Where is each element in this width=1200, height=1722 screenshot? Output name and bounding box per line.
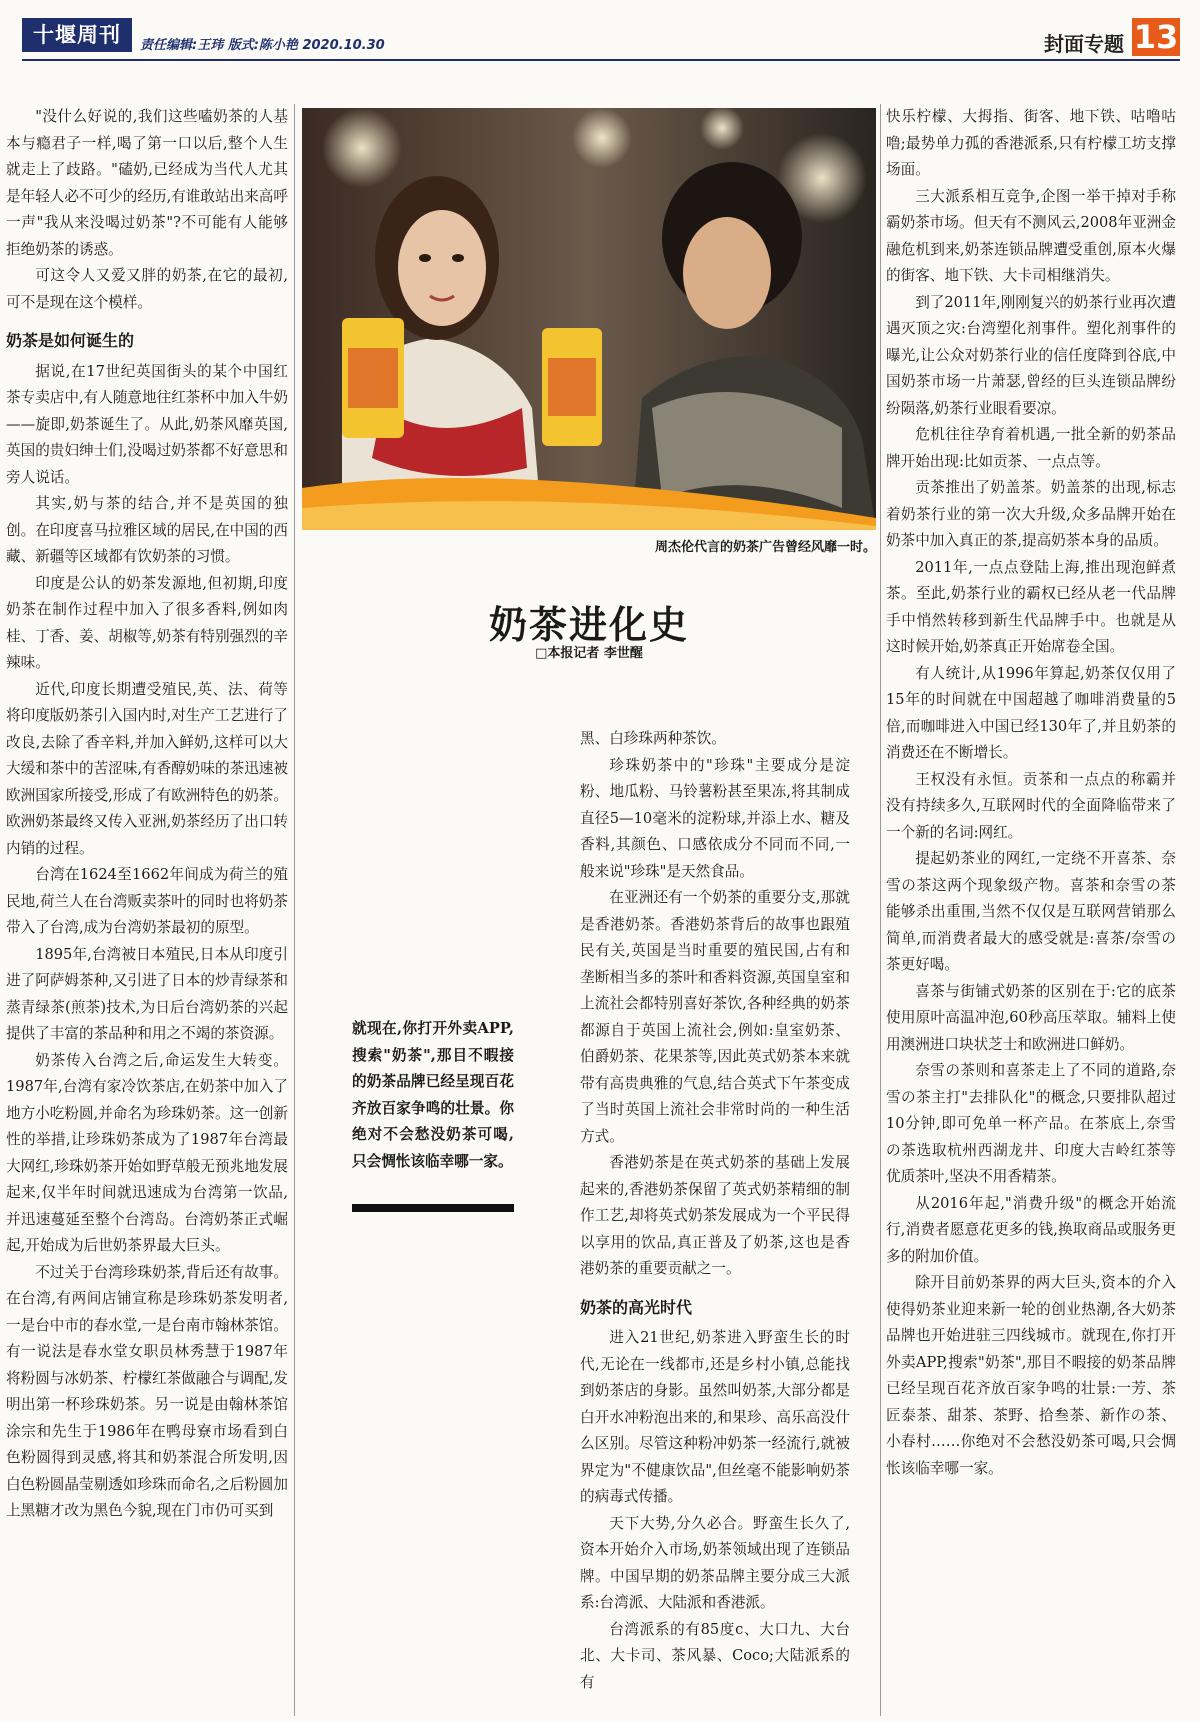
paragraph: 台湾派系的有85度c、大口九、大台北、大卡司、茶风暴、Coco;大陆派系的有 bbox=[580, 1620, 850, 1691]
article-column-3 bbox=[580, 726, 850, 1716]
paragraph: 奈雪の茶则和喜茶走上了不同的道路,奈雪の茶主打"去排队化"的概念,只要排队超过10分钟,即可免单一杯产品。在茶底上,奈雪の茶选取杭州西湖龙井、印度大吉岭红茶等优质茶叶,坚决不用香精茶。 bbox=[886, 1062, 1176, 1185]
paragraph: 在亚洲还有一个奶茶的重要分支,那就是香港奶茶。香港奶茶背后的故事也跟殖民有关,英国是当时重要的殖民国,占有和垄断相当多的茶叶和香料资源,英国皇室和上流社会都特别喜好茶饮,各种经典的奶茶都源自于英国上流社会,例如:皇室奶茶、伯爵奶茶、花果茶等,因此英式奶茶本来就带有高贵典雅的气息,结合英式下午茶变成了当时英国上流社会非常时尚的一种生活方式。 bbox=[580, 889, 850, 1145]
subheading: 奶茶是如何诞生的 bbox=[6, 331, 135, 350]
paragraph: 黑、白珍珠两种茶饮。 bbox=[580, 730, 726, 747]
paragraph: 不过关于台湾珍珠奶茶,背后还有故事。在台湾,有两间店铺宣称是珍珠奶茶发明者,一是台中市的春水堂,一是台南市翰林茶馆。有一说法是春水堂女职员林秀慧于1987年将粉圆与冰奶茶、柠檬红茶做融合与调配,发明出第一杯珍珠奶茶。另一说是由翰林茶馆涂宗和先生于1986年在鸭母寮市场看到白色粉圆得到灵感,将其和奶茶混合所发明,因白色粉圆晶莹剔透如珍珠而命名,之后粉圆加上黑糖才改为黑色今貌,现在门市仍可买到 bbox=[6, 1263, 288, 1519]
paragraph: 据说,在17世纪英国街头的某个中国红茶专卖店中,有人随意地往红茶杯中加入牛奶——旋即,奶茶诞生了。从此,奶茶风靡英国,英国的贵妇绅士们,没喝过奶茶都不好意思和旁人说话。 bbox=[6, 362, 288, 486]
pull-quote-bar bbox=[352, 1204, 514, 1212]
page-header bbox=[22, 18, 1180, 58]
advertisement-photo bbox=[302, 108, 876, 530]
article-column-1 bbox=[6, 104, 288, 1716]
paragraph: 进入21世纪,奶茶进入野蛮生长的时代,无论在一线都市,还是乡村小镇,总能找到奶茶店的身影。虽然叫奶茶,大部分都是白开水冲粉泡出来的,和果珍、高乐高没什么区别。尽管这种粉冲奶茶一经流行,就被界定为"不健康饮品",但丝毫不能影响奶茶的病毒式传播。 bbox=[580, 1329, 850, 1505]
pull-quote: 就现在,你打开外卖APP,搜索"奶茶",那目不暇接的奶茶品牌已经呈现百花齐放百家争鸣的壮景。你绝对不会愁没奶茶可喝,只会惆怅该临幸哪一家。 bbox=[352, 1020, 514, 1170]
paragraph: 有人统计,从1996年算起,奶茶仅仅用了15年的时间就在中国超越了咖啡消费量的5倍,而咖啡进入中国已经130年了,并且奶茶的消费还在不断增长。 bbox=[886, 664, 1176, 761]
paragraph: 从2016年起,"消费升级"的概念开始流行,消费者愿意花更多的钱,换取商品或服务更多的附加价值。 bbox=[886, 1194, 1176, 1265]
article-title: 奶茶进化史 bbox=[488, 602, 689, 647]
paragraph: 香港奶茶是在英式奶茶的基础上发展起来的,香港奶茶保留了英式奶茶精细的制作工艺,却将英式奶茶发展成为一个平民得以享用的饮品,真正普及了奶茶,这也是香港奶茶的重要贡献之一。 bbox=[580, 1154, 850, 1277]
column-divider bbox=[294, 104, 295, 1716]
photo-caption: 周杰伦代言的奶茶广告曾经风靡一时。 bbox=[654, 540, 876, 555]
paragraph: 台湾在1624至1662年间成为荷兰的殖民地,荷兰人在台湾贩卖茶叶的同时也将奶茶带入了台湾,成为台湾奶茶最初的原型。 bbox=[6, 866, 288, 936]
paragraph: 到了2011年,刚刚复兴的奶茶行业再次遭遇灭顶之灾:台湾塑化剂事件。塑化剂事件的曝光,让公众对奶茶行业的信任度降到谷底,中国奶茶市场一片萧瑟,曾经的巨头连锁品牌纷纷陨落,奶茶行业眼看要凉。 bbox=[886, 293, 1176, 417]
couple-photo-illustration bbox=[302, 108, 876, 530]
section-title: 封面专题 bbox=[1044, 32, 1124, 56]
header-rule bbox=[22, 59, 1180, 61]
paragraph: 喜茶与街铺式奶茶的区别在于:它的底茶使用原叶高温冲泡,60秒高压萃取。辅料上使用澳洲进口块状芝士和欧洲进口鲜奶。 bbox=[886, 982, 1176, 1053]
article-byline: □本报记者 李世醒 bbox=[535, 646, 643, 661]
paragraph: 提起奶茶业的网红,一定绕不开喜茶、奈雪の茶这两个现象级产物。喜茶和奈雪の茶能够杀出重围,当然不仅仅是互联网营销那么简单,而消费者最大的感受就是:喜茶/奈雪の茶更好喝。 bbox=[886, 850, 1176, 973]
page-number: 13 bbox=[1133, 18, 1179, 56]
paragraph: 近代,印度长期遭受殖民,英、法、荷等将印度版奶茶引入国内时,对生产工艺进行了改良,去除了香辛料,并加入鲜奶,这样可以大大缓和茶中的苦涩味,有香醇奶味的茶迅速被欧洲国家所接受,形成了有欧洲特色的奶茶。欧洲奶茶最终又传入亚洲,奶茶经历了出口转内销的过程。 bbox=[6, 680, 288, 857]
paragraph: 危机往往孕育着机遇,一批全新的奶茶品牌开始出现:比如贡茶、一点点等。 bbox=[886, 426, 1176, 470]
paragraph: 可这令人又爱又胖的奶茶,在它的最初,可不是现在这个模样。 bbox=[6, 267, 288, 311]
paragraph: 快乐柠檬、大拇指、街客、地下铁、咕噜咕噜;最势单力孤的香港派系,只有柠檬工坊支撑场面。 bbox=[886, 108, 1176, 178]
paragraph: 2011年,一点点登陆上海,推出现泡鲜煮茶。至此,奶茶行业的霸权已经从老一代品牌手中悄然转移到新生代品牌手中。也就是从这时候开始,奶茶真正开始席卷全国。 bbox=[886, 558, 1176, 655]
article-column-4 bbox=[886, 104, 1176, 1716]
column-divider bbox=[880, 104, 881, 1716]
masthead: 十堰周刊 bbox=[22, 18, 132, 52]
paragraph: 其实,奶与茶的结合,并不是英国的独创。在印度喜马拉雅区域的居民,在中国的西藏、新疆等区域都有饮奶茶的习惯。 bbox=[6, 495, 288, 565]
paragraph: "没什么好说的,我们这些嗑奶茶的人基本与瘾君子一样,喝了第一口以后,整个人生就走上了歧路。"磕奶,已经成为当代人尤其是年轻人必不可少的经历,有谁敢站出来高呼一声"我从来没喝过奶茶"?不可能有人能够拒绝奶茶的诱惑。 bbox=[6, 108, 288, 258]
paragraph: 天下大势,分久必合。野蛮生长久了,资本开始介入市场,奶茶领域出现了连锁品牌。中国早期的奶茶品牌主要分成三大派系:台湾派、大陆派和香港派。 bbox=[580, 1514, 850, 1611]
paragraph: 王权没有永恒。贡茶和一点点的称霸并没有持续多久,互联网时代的全面降临带来了一个新的名词:网红。 bbox=[886, 770, 1176, 841]
editor-credits: 责任编辑:王玮 版式:陈小艳 2020.10.30 bbox=[140, 38, 385, 53]
paragraph: 奶茶传入台湾之后,命运发生大转变。1987年,台湾有家冷饮茶店,在奶茶中加入了地方小吃粉圆,并命名为珍珠奶茶。这一创新性的举措,让珍珠奶茶成为了1987年台湾最大网红,珍珠奶茶开始如野草般无预兆地发展起来,仅半年时间就迅速成为台湾第一饮品,并迅速蔓延至整个台湾岛。台湾奶茶正式崛起,开始成为后世奶茶界最大巨头。 bbox=[6, 1051, 288, 1254]
paragraph: 除开目前奶茶界的两大巨头,资本的介入使得奶茶业迎来新一轮的创业热潮,各大奶茶品牌也开始进驻三四线城市。就现在,你打开外卖APP,搜索"奶茶",那目不暇接的奶茶品牌已经呈现百花齐放百家争鸣的壮景:一芳、茶匠泰茶、甜茶、茶野、拾叁茶、新作の茶、小春村……你绝对不会愁没奶茶可喝,只会惆怅该临幸哪一家。 bbox=[886, 1274, 1176, 1477]
subheading: 奶茶的高光时代 bbox=[580, 1297, 693, 1317]
paragraph: 贡茶推出了奶盖茶。奶盖茶的出现,标志着奶茶行业的第一次大升级,众多品牌开始在奶茶中加入真正的茶,提高奶茶本身的品质。 bbox=[886, 479, 1176, 549]
paragraph: 1895年,台湾被日本殖民,日本从印度引进了阿萨姆茶种,又引进了日本的炒青绿茶和蒸青绿茶(煎茶)技术,为日后台湾奶茶的兴起提供了丰富的茶品种和用之不竭的茶资源。 bbox=[6, 945, 288, 1042]
paragraph: 印度是公认的奶茶发源地,但初期,印度奶茶在制作过程中加入了很多香料,例如肉桂、丁香、姜、胡椒等,奶茶有特别强烈的辛辣味。 bbox=[6, 574, 288, 671]
paragraph: 三大派系相互竞争,企图一举干掉对手称霸奶茶市场。但天有不测风云,2008年亚洲金融危机到来,奶茶连锁品牌遭受重创,原本火爆的街客、地下铁、大卡司相继消失。 bbox=[886, 187, 1176, 284]
paragraph: 珍珠奶茶中的"珍珠"主要成分是淀粉、地瓜粉、马铃薯粉甚至果冻,将其制成直径5—10毫米的淀粉球,并添上水、糖及香料,其颜色、口感依成分不同而不同,一般来说"珍珠"是天然食品。 bbox=[580, 756, 850, 880]
